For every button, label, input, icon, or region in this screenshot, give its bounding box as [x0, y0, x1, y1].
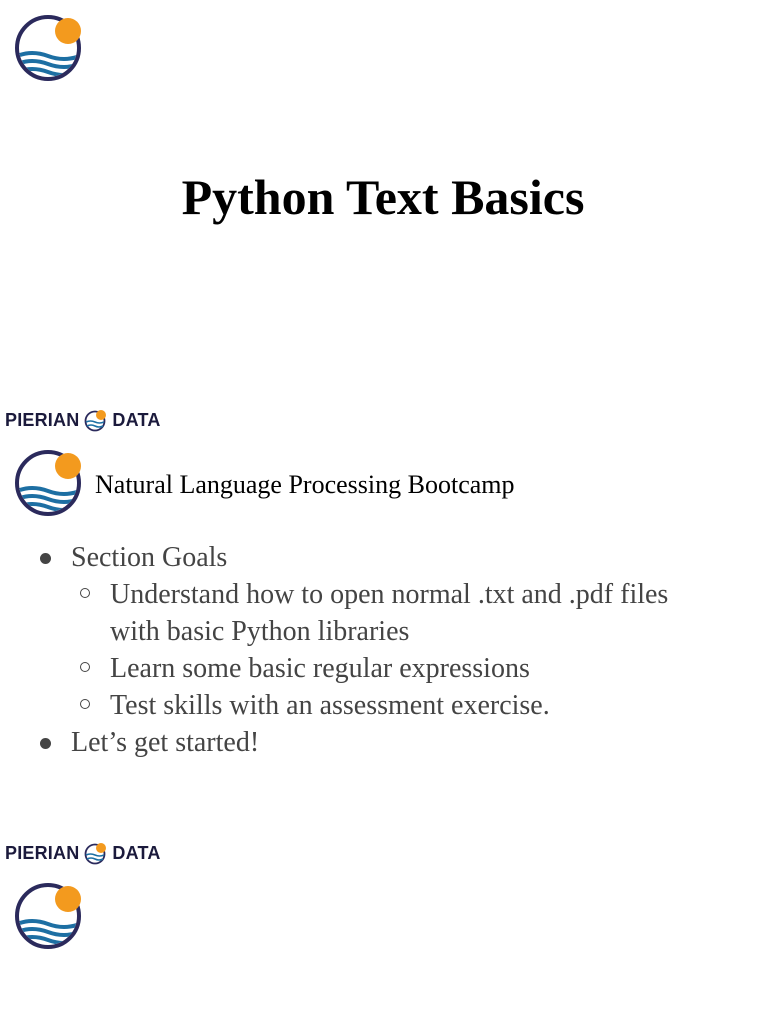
brand-left-text: PIERIAN: [5, 409, 80, 430]
sub-bullet-item: Understand how to open normal .txt and .pdf files: [110, 579, 669, 610]
brand-left-text: PIERIAN: [5, 842, 80, 863]
pierian-logo-icon: [14, 12, 86, 84]
sub-bullet-circle: [80, 662, 90, 672]
course-title: Natural Language Processing Bootcamp: [95, 470, 515, 499]
sub-bullet-circle: [80, 699, 90, 709]
sub-bullet-item: Learn some basic regular expressions: [110, 653, 530, 684]
pierian-data-brand: [5, 841, 161, 865]
sub-bullet-item: Test skills with an assessment exercise.: [110, 690, 550, 721]
pierian-data-brand: [5, 408, 161, 432]
bullet-dot: [40, 738, 51, 749]
brand-right-text: DATA: [112, 409, 161, 430]
brand-logo-icon: [84, 841, 108, 865]
bullet-dot: [40, 553, 51, 564]
brand-right-text: DATA: [112, 842, 161, 863]
pierian-logo-icon: [14, 880, 86, 952]
pierian-logo-icon: [14, 447, 86, 519]
slide-title: Python Text Basics: [181, 169, 585, 225]
bullet-item: Let’s get started!: [71, 727, 260, 758]
bullet-item: Section Goals: [71, 542, 228, 573]
sub-bullet-circle: [80, 588, 90, 598]
sub-bullet-item-continued: with basic Python libraries: [110, 616, 410, 647]
brand-logo-icon: [84, 408, 108, 432]
